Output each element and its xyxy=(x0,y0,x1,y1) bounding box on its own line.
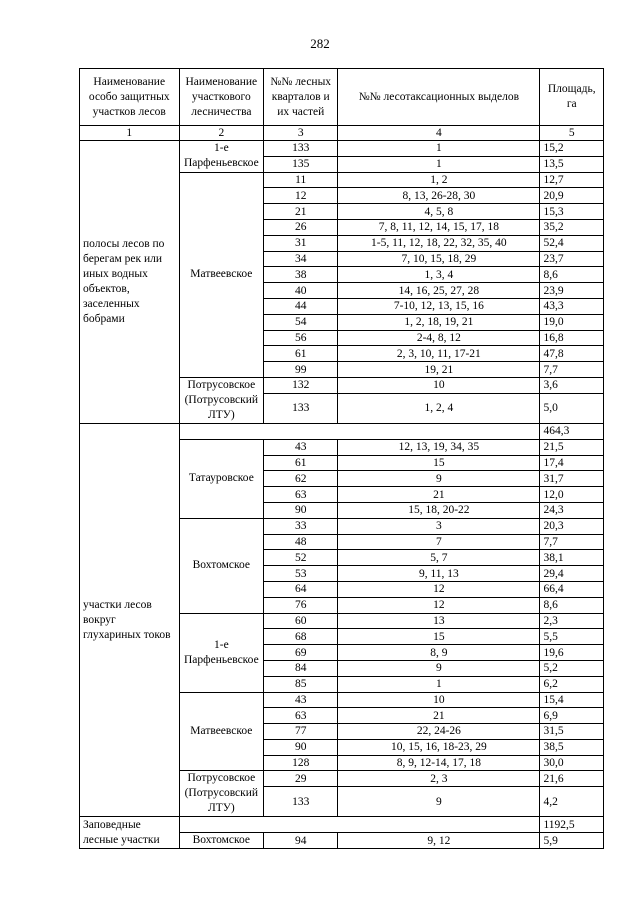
quarter-number: 31 xyxy=(264,235,338,251)
allotment-numbers: 9 xyxy=(338,471,540,487)
area-value: 30,0 xyxy=(540,755,604,771)
allotment-numbers: 10 xyxy=(338,692,540,708)
quarter-number: 128 xyxy=(264,755,338,771)
allotment-numbers: 1 xyxy=(338,676,540,692)
quarter-number: 60 xyxy=(264,613,338,629)
allotment-numbers: 1, 2 xyxy=(338,172,540,188)
area-value: 8,6 xyxy=(540,267,604,283)
allotment-numbers: 15, 18, 20-22 xyxy=(338,502,540,518)
area-value: 13,5 xyxy=(540,156,604,172)
quarter-number: 69 xyxy=(264,645,338,661)
header-area-ha: Площадь, га xyxy=(540,69,604,126)
quarter-number: 63 xyxy=(264,487,338,503)
quarter-number: 133 xyxy=(264,141,338,157)
table-row xyxy=(80,423,604,439)
allotment-numbers: 14, 16, 25, 27, 28 xyxy=(338,283,540,299)
area-value: 3,6 xyxy=(540,377,604,393)
area-value: 20,9 xyxy=(540,188,604,204)
allotment-numbers: 2-4, 8, 12 xyxy=(338,330,540,346)
allotment-numbers: 1, 3, 4 xyxy=(338,267,540,283)
area-value: 38,5 xyxy=(540,739,604,755)
allotment-numbers: 1 xyxy=(338,156,540,172)
quarter-number: 77 xyxy=(264,724,338,740)
forestry-name: Татауровское xyxy=(179,439,264,518)
protected-area-name: Заповедные лесные участки xyxy=(80,817,180,849)
allotment-numbers: 22, 24-26 xyxy=(338,724,540,740)
allotment-numbers: 1, 2, 4 xyxy=(338,393,540,423)
quarter-number: 40 xyxy=(264,283,338,299)
page-number: 282 xyxy=(310,36,330,51)
area-value: 20,3 xyxy=(540,518,604,534)
area-value: 5,0 xyxy=(540,393,604,423)
allotment-numbers: 12 xyxy=(338,581,540,597)
allotment-numbers: 2, 3, 10, 11, 17-21 xyxy=(338,346,540,362)
quarter-number: 63 xyxy=(264,708,338,724)
quarter-number: 12 xyxy=(264,188,338,204)
header-row xyxy=(80,69,604,126)
area-value: 6,9 xyxy=(540,708,604,724)
allotment-numbers: 4, 5, 8 xyxy=(338,204,540,220)
header-quarters: №№ лесных кварталов и их частей xyxy=(264,69,338,126)
quarter-number: 133 xyxy=(264,787,338,817)
quarter-number: 44 xyxy=(264,298,338,314)
allotment-numbers: 21 xyxy=(338,487,540,503)
forest-areas-table xyxy=(79,68,604,849)
allotment-numbers: 7, 10, 15, 18, 29 xyxy=(338,251,540,267)
allotment-numbers: 21 xyxy=(338,708,540,724)
allotment-numbers: 12 xyxy=(338,597,540,613)
area-value: 15,2 xyxy=(540,141,604,157)
area-value: 16,8 xyxy=(540,330,604,346)
column-number: 3 xyxy=(264,126,338,141)
area-value: 35,2 xyxy=(540,219,604,235)
forestry-name: 1-е Парфеньевское xyxy=(179,613,264,692)
quarter-number: 34 xyxy=(264,251,338,267)
allotment-numbers: 9 xyxy=(338,660,540,676)
area-value: 19,6 xyxy=(540,645,604,661)
forestry-name: Вохтомское xyxy=(179,833,264,849)
quarter-number: 64 xyxy=(264,581,338,597)
header-forestry-name: Наименование участкового лесничества xyxy=(179,69,264,126)
forestry-name: Матвеевское xyxy=(179,172,264,377)
allotment-numbers: 2, 3 xyxy=(338,771,540,787)
quarter-number: 76 xyxy=(264,597,338,613)
allotment-numbers: 7 xyxy=(338,534,540,550)
area-value: 5,2 xyxy=(540,660,604,676)
area-value: 38,1 xyxy=(540,550,604,566)
area-value: 7,7 xyxy=(540,534,604,550)
allotment-numbers: 9, 12 xyxy=(338,833,540,849)
quarter-number: 21 xyxy=(264,204,338,220)
allotment-numbers: 3 xyxy=(338,518,540,534)
area-value: 12,0 xyxy=(540,487,604,503)
quarter-number: 53 xyxy=(264,566,338,582)
subtotal-blank xyxy=(179,423,540,439)
quarter-number: 90 xyxy=(264,502,338,518)
allotment-numbers: 1 xyxy=(338,141,540,157)
quarter-number: 85 xyxy=(264,676,338,692)
protected-area-name: полосы лесов по берегам рек или иных водных объектов, заселенных бобрами xyxy=(80,141,180,424)
area-value: 15,4 xyxy=(540,692,604,708)
quarter-number: 132 xyxy=(264,377,338,393)
table-row xyxy=(80,817,604,833)
quarter-number: 38 xyxy=(264,267,338,283)
area-value: 66,4 xyxy=(540,581,604,597)
allotment-numbers: 9, 11, 13 xyxy=(338,566,540,582)
area-value: 5,5 xyxy=(540,629,604,645)
quarter-number: 43 xyxy=(264,692,338,708)
area-total-value: 464,3 xyxy=(540,423,604,439)
area-value: 8,6 xyxy=(540,597,604,613)
column-number: 2 xyxy=(179,126,264,141)
allotment-numbers: 1-5, 11, 12, 18, 22, 32, 35, 40 xyxy=(338,235,540,251)
area-value: 12,7 xyxy=(540,172,604,188)
area-value: 4,2 xyxy=(540,787,604,817)
forestry-name: Матвеевское xyxy=(179,692,264,771)
quarter-number: 56 xyxy=(264,330,338,346)
allotment-numbers: 8, 9, 12-14, 17, 18 xyxy=(338,755,540,771)
quarter-number: 99 xyxy=(264,362,338,378)
quarter-number: 33 xyxy=(264,518,338,534)
area-total-value: 1192,5 xyxy=(540,817,604,833)
protected-area-name: участки лесов вокруг глухариных токов xyxy=(80,423,180,817)
area-value: 23,9 xyxy=(540,283,604,299)
quarter-number: 94 xyxy=(264,833,338,849)
area-value: 24,3 xyxy=(540,502,604,518)
allotment-numbers: 7-10, 12, 13, 15, 16 xyxy=(338,298,540,314)
area-value: 17,4 xyxy=(540,455,604,471)
allotment-numbers: 15 xyxy=(338,455,540,471)
area-value: 52,4 xyxy=(540,235,604,251)
quarter-number: 61 xyxy=(264,346,338,362)
quarter-number: 26 xyxy=(264,219,338,235)
subtotal-blank xyxy=(179,817,540,833)
area-value: 43,3 xyxy=(540,298,604,314)
header-allotments: №№ лесотаксационных выделов xyxy=(338,69,540,126)
column-number-row xyxy=(80,126,604,141)
forestry-name: Вохтомское xyxy=(179,518,264,613)
area-value: 31,5 xyxy=(540,724,604,740)
quarter-number: 68 xyxy=(264,629,338,645)
allotment-numbers: 15 xyxy=(338,629,540,645)
allotment-numbers: 8, 13, 26-28, 30 xyxy=(338,188,540,204)
quarter-number: 48 xyxy=(264,534,338,550)
column-number: 4 xyxy=(338,126,540,141)
area-value: 31,7 xyxy=(540,471,604,487)
quarter-number: 84 xyxy=(264,660,338,676)
allotment-numbers: 8, 9 xyxy=(338,645,540,661)
area-value: 15,3 xyxy=(540,204,604,220)
area-value: 21,5 xyxy=(540,439,604,455)
area-value: 6,2 xyxy=(540,676,604,692)
area-value: 29,4 xyxy=(540,566,604,582)
quarter-number: 29 xyxy=(264,771,338,787)
area-value: 2,3 xyxy=(540,613,604,629)
allotment-numbers: 5, 7 xyxy=(338,550,540,566)
area-value: 5,9 xyxy=(540,833,604,849)
allotment-numbers: 9 xyxy=(338,787,540,817)
quarter-number: 61 xyxy=(264,455,338,471)
forestry-name: 1-е Парфеньевское xyxy=(179,141,264,173)
allotment-numbers: 13 xyxy=(338,613,540,629)
header-area-name: Наименование особо защитных участков лесов xyxy=(80,69,180,126)
allotment-numbers: 19, 21 xyxy=(338,362,540,378)
area-value: 21,6 xyxy=(540,771,604,787)
quarter-number: 90 xyxy=(264,739,338,755)
area-value: 23,7 xyxy=(540,251,604,267)
quarter-number: 11 xyxy=(264,172,338,188)
allotment-numbers: 10 xyxy=(338,377,540,393)
quarter-number: 133 xyxy=(264,393,338,423)
quarter-number: 43 xyxy=(264,439,338,455)
allotment-numbers: 10, 15, 16, 18-23, 29 xyxy=(338,739,540,755)
quarter-number: 62 xyxy=(264,471,338,487)
area-value: 7,7 xyxy=(540,362,604,378)
allotment-numbers: 1, 2, 18, 19, 21 xyxy=(338,314,540,330)
quarter-number: 54 xyxy=(264,314,338,330)
quarter-number: 135 xyxy=(264,156,338,172)
area-value: 47,8 xyxy=(540,346,604,362)
forestry-name: Потрусовское (Потрусовский ЛТУ) xyxy=(179,377,264,423)
allotment-numbers: 7, 8, 11, 12, 14, 15, 17, 18 xyxy=(338,219,540,235)
allotment-numbers: 12, 13, 19, 34, 35 xyxy=(338,439,540,455)
table-row xyxy=(80,141,604,157)
column-number: 5 xyxy=(540,126,604,141)
quarter-number: 52 xyxy=(264,550,338,566)
area-value: 19,0 xyxy=(540,314,604,330)
forestry-name: Потрусовское (Потрусовский ЛТУ) xyxy=(179,771,264,817)
column-number: 1 xyxy=(80,126,180,141)
